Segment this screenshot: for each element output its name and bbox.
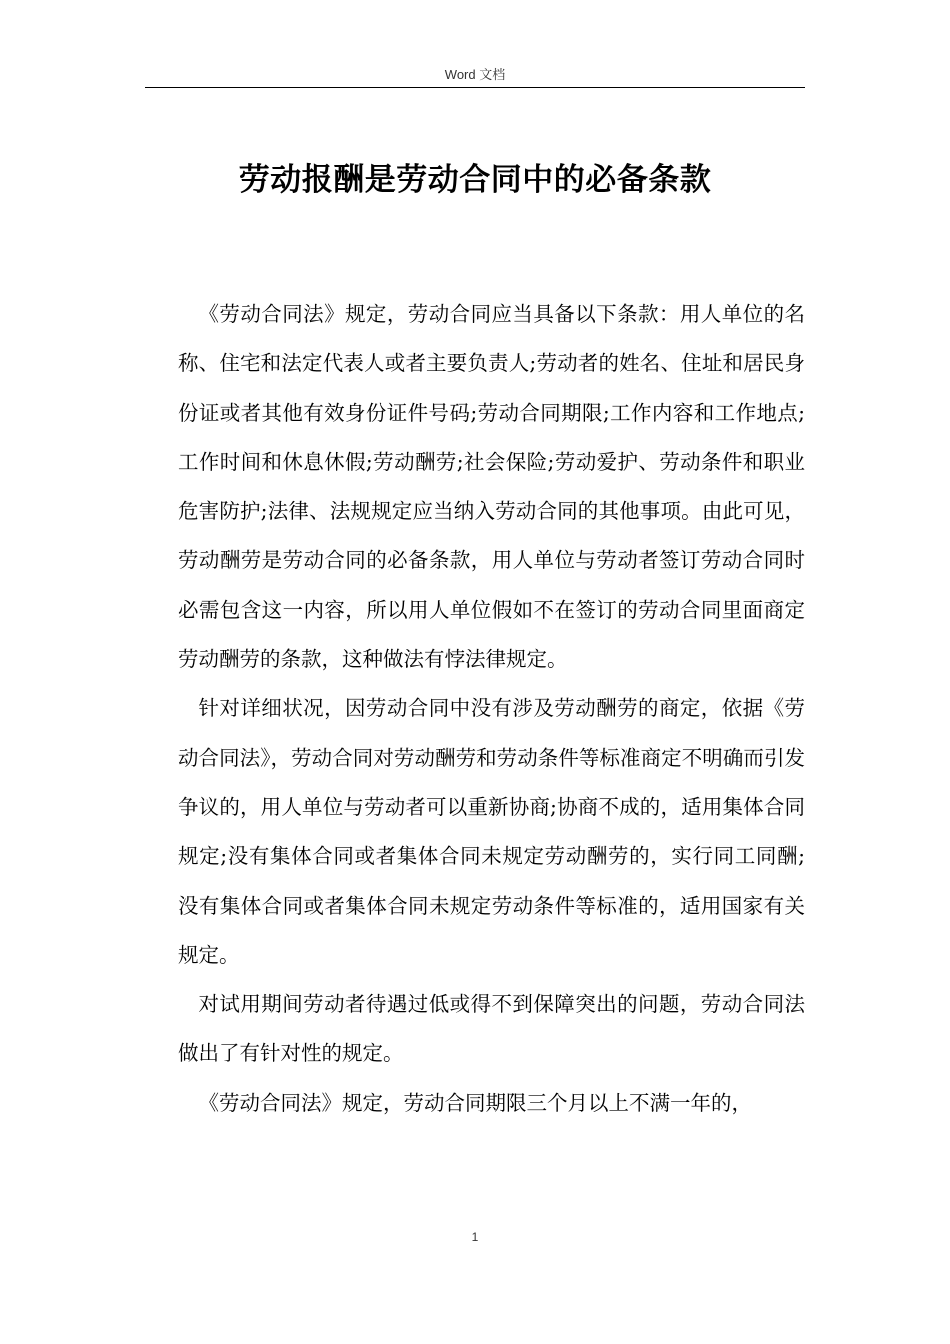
body-paragraph: 针对详细状况，因劳动合同中没有涉及劳动酬劳的商定，依据《劳动合同法》，劳动合同对劳动酬劳和劳动条件等标准商定不明确而引发争议的，用人单位与劳动者可以重新协商;协商不成的，适用集体合同规定;没有集体合同或者集体合同未规定劳动酬劳的，实行同工同酬;没有集体合同或者集体合同未规定劳动条件等标准的，适用国家有关规定。 xyxy=(178,696,805,967)
body-paragraph: 《劳动合同法》规定，劳动合同期限三个月以上不满一年的， xyxy=(198,1090,752,1115)
header-divider xyxy=(145,87,805,88)
page-header-label: Word 文档 xyxy=(444,67,506,82)
document-title: 劳动报酬是劳动合同中的必备条款 xyxy=(238,162,712,198)
body-paragraph: 对试用期间劳动者待遇过低或得不到保障突出的问题，劳动合同法做出了有针对性的规定。 xyxy=(178,992,805,1066)
document-body xyxy=(178,290,805,1128)
page-number: 1 xyxy=(471,1230,479,1244)
body-paragraph: 《劳动合同法》规定，劳动合同应当具备以下条款：用人单位的名称、住宅和法定代表人或者主要负责人;劳动者的姓名、住址和居民身份证或者其他有效身份证件号码;劳动合同期限;工作内容和工作地点;工作时间和休息休假;劳动酬劳;社会保险;劳动爱护、劳动条件和职业危害防护;法律、法规规定应当纳入劳动合同的其他事项。由此可见，劳动酬劳是劳动合同的必备条款，用人单位与劳动者签订劳动合同时必需包含这一内容，所以用人单位假如不在签订的劳动合同里面商定劳动酬劳的条款，这种做法有悖法律规定。 xyxy=(178,302,805,672)
